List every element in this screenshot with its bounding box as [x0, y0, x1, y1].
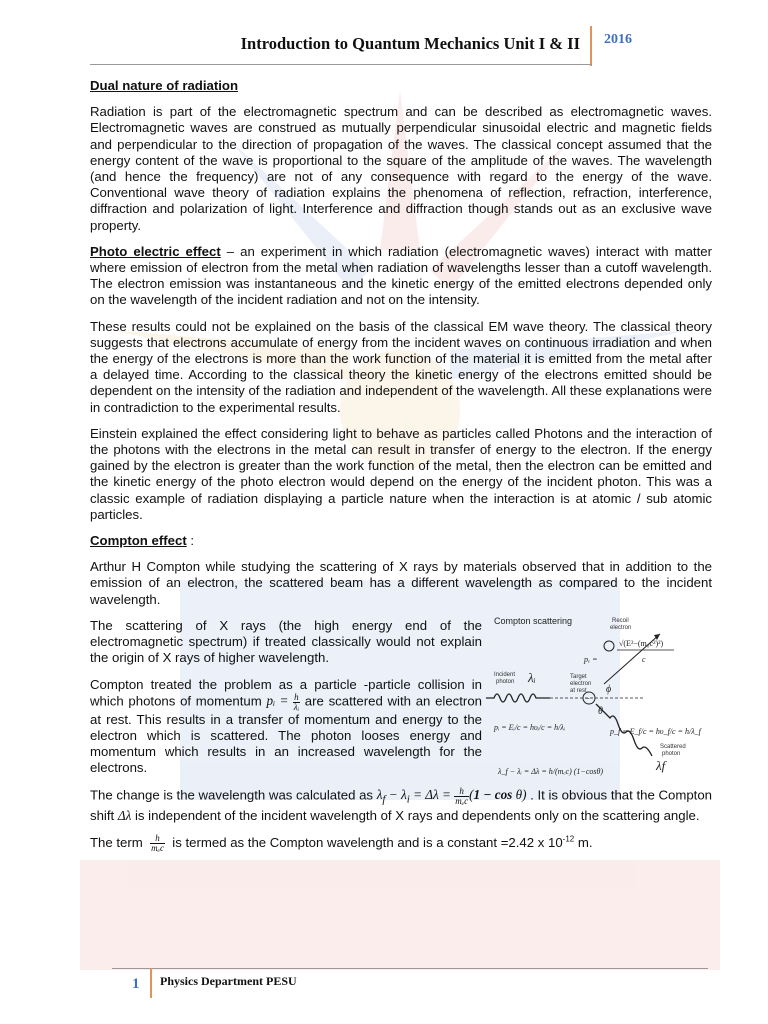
target-electron-sign: −	[585, 693, 590, 703]
paragraph-classical-theory: These results could not be explained on the basis of the classical EM wave theory. The classical theory suggests that electrons accumulate of energy from the incident waves on continuous irradiation and when the energy of the electrons is more than the work function of the material it is emitted from the metal after a delayed time. According to the classical theory the kinetic energy of the electrons emitted should be dependent on the intensity of the radiation and independent of the wavelength. All these explanations were in contradiction to the experimental results.	[90, 318, 712, 415]
page-content	[90, 78, 712, 863]
paragraph-compton-intro: Arthur H Compton while studying the scattering of X rays by materials observed that in addition to the emission of an electron, the scattered beam has a different wavelength as compared to the incident wavelength.	[90, 559, 712, 607]
paragraph-compton-wavelength	[90, 834, 712, 853]
compton-shift-text-c: is independent of the incident wavelength of X rays and dependents only on the scattering angle.	[131, 807, 700, 823]
compton-collision-text-b: are scattered with an electron at rest. This results in a transfer of momentum and energy to the electron which is scattered. The photon looses energy and momentum which results in an increased wavelength for the electrons.	[90, 693, 482, 776]
footer-department: Physics Department PESU	[160, 974, 297, 988]
page-header	[90, 26, 716, 66]
compton-wavelength-text-a: The term	[90, 835, 147, 851]
h-over-lambda-fraction: $\frac{h}{\text{λᵢ}}$	[293, 691, 300, 712]
page-footer	[112, 968, 708, 1008]
header-title: Introduction to Quantum Mechanics Unit I & II	[240, 34, 580, 53]
delta-lambda-symbol: Δλ	[117, 807, 132, 823]
incident-wave	[486, 694, 550, 702]
recoil-momentum-formula: √(E²−(m₀c²)²)	[619, 638, 664, 648]
figure-recoil-label: Recoil	[612, 617, 629, 624]
figure-incident-label: Incident	[494, 671, 516, 678]
footer-divider	[150, 968, 152, 998]
compton-wavelength-exponent: -12	[562, 834, 575, 844]
compton-scattering-diagram	[484, 612, 714, 787]
scattered-wavelength-symbol: λf	[656, 757, 666, 773]
compton-heading-line	[90, 533, 712, 549]
header-divider	[590, 26, 592, 66]
footer-rule	[112, 968, 708, 969]
compton-heading-suffix: :	[186, 533, 195, 549]
figure-target-label-2: electron	[570, 680, 592, 687]
recoil-momentum-symbol: pₑ =	[584, 654, 598, 664]
recoil-electron-icon	[604, 641, 614, 651]
paragraph-compton-shift	[90, 787, 712, 825]
paragraph-photoelectric	[90, 244, 712, 309]
scattered-momentum-formula: p_f = E_f/c = hυ_f/c = h/λ_f	[610, 726, 701, 736]
header-year: 2016	[604, 32, 632, 47]
compton-wavelength-fraction: $\frac{h}{\text{mₑc}}$	[151, 833, 164, 854]
figure-target-label-3: at rest	[570, 687, 587, 694]
paragraph-einstein: Einstein explained the effect considering light to behave as particles called Photons and the interaction of the photons with the electrons in the metal can result in transfer of energy to the electron. If the energy gained by the electron is greater than the work function of the metal, then the electron can be emitted and the kinetic energy of the photo electron would depend on the energy of the incident photon. This was a classic example of radiation displaying a particle nature when the interaction is at atomic / sub atomic particles.	[90, 425, 712, 522]
figure-incident-label-2: photon	[496, 678, 515, 685]
photon-momentum-expression: pᵢ = $\frac{h}{\text{λᵢ}}$	[266, 691, 300, 712]
compton-shift-text-a: The change is the wavelength was calculated as	[90, 787, 377, 803]
compton-collision-text-a: Compton treated the problem as a particle -particle collision in which photons of momentum	[90, 676, 482, 709]
photoelectric-text: – an experiment in which radiation (electromagnetic waves) interact with matter where emission of electron from the metal when radiation of wavelengths lesser than a cutoff wavelength. The electron emission was instantaneous and the kinetic energy of the emitted electrons depended only on the wavelength of the incident radiation and not on the intensity.	[90, 243, 712, 308]
incident-momentum-formula: pᵢ = Eᵢ/c = hυᵢ/c = h/λᵢ	[494, 722, 566, 732]
paragraph-dual-nature: Radiation is part of the electromagnetic spectrum and can be described as electromagnetic waves. Electromagnetic waves are construed as mutually perpendicular sinusoidal electric and magnetic fields and perpendicular to the direction of propagation of the waves. The classical concept assumed that the energy content of the wave is proportional to the square of the amplitude of the waves. The wavelength (and hence the frequency) are not of any consequence with regard to the energy of the wave. Conventional wave theory of radiation explains the phenomena of reflection, refraction, interference, diffraction and polarization of light. Interference and diffraction though stands out as an exclusive wave property.	[90, 104, 712, 233]
compton-figure-block	[90, 615, 712, 777]
recoil-fraction-denominator: c	[642, 654, 646, 664]
theta-angle-symbol: θ	[598, 705, 603, 717]
figure-target-label: Target	[570, 673, 587, 680]
section-heading-dual-nature: Dual nature of radiation	[90, 78, 239, 93]
compton-wavelength-text-b: is termed as the Compton wavelength and is a constant =2.42 x 10	[168, 835, 563, 851]
header-rule	[90, 64, 592, 65]
section-heading-photoelectric: Photo electric effect	[90, 243, 221, 259]
paragraph-compton-collision	[90, 677, 482, 777]
figure-title: Compton scattering	[494, 615, 573, 626]
figure-scattered-label-2: photon	[662, 750, 681, 757]
compton-factor-fraction: $\frac{h}{\text{mₑc}}$	[455, 785, 469, 806]
figure-recoil-label-2: electron	[610, 624, 632, 631]
compton-shift-formula: λ_f − λᵢ = Δλ = h/(mₑc) (1−cosθ)	[498, 766, 604, 776]
figure-scattered-label: Scattered	[660, 743, 686, 750]
compton-shift-text-b: . It is obvious that the Compton shift	[90, 787, 712, 823]
section-heading-compton: Compton effect	[90, 533, 187, 549]
compton-shift-equation: $\lambda_f - \lambda_i = \Delta\lambda$ = $\frac{h}{\text{mₑc}}$ (1 − cos θ)	[376, 785, 527, 806]
paragraph-compton-classical: The scattering of X rays (the high energy end of the electromagnetic spectrum) if treated classically would not explain the origin of X rays of higher wavelength.	[90, 617, 482, 666]
incident-wavelength-symbol: λᵢ	[528, 669, 536, 685]
phi-angle-symbol: ϕ	[606, 683, 612, 695]
page-number: 1	[132, 976, 140, 992]
compton-wavelength-text-c: m.	[574, 835, 593, 851]
